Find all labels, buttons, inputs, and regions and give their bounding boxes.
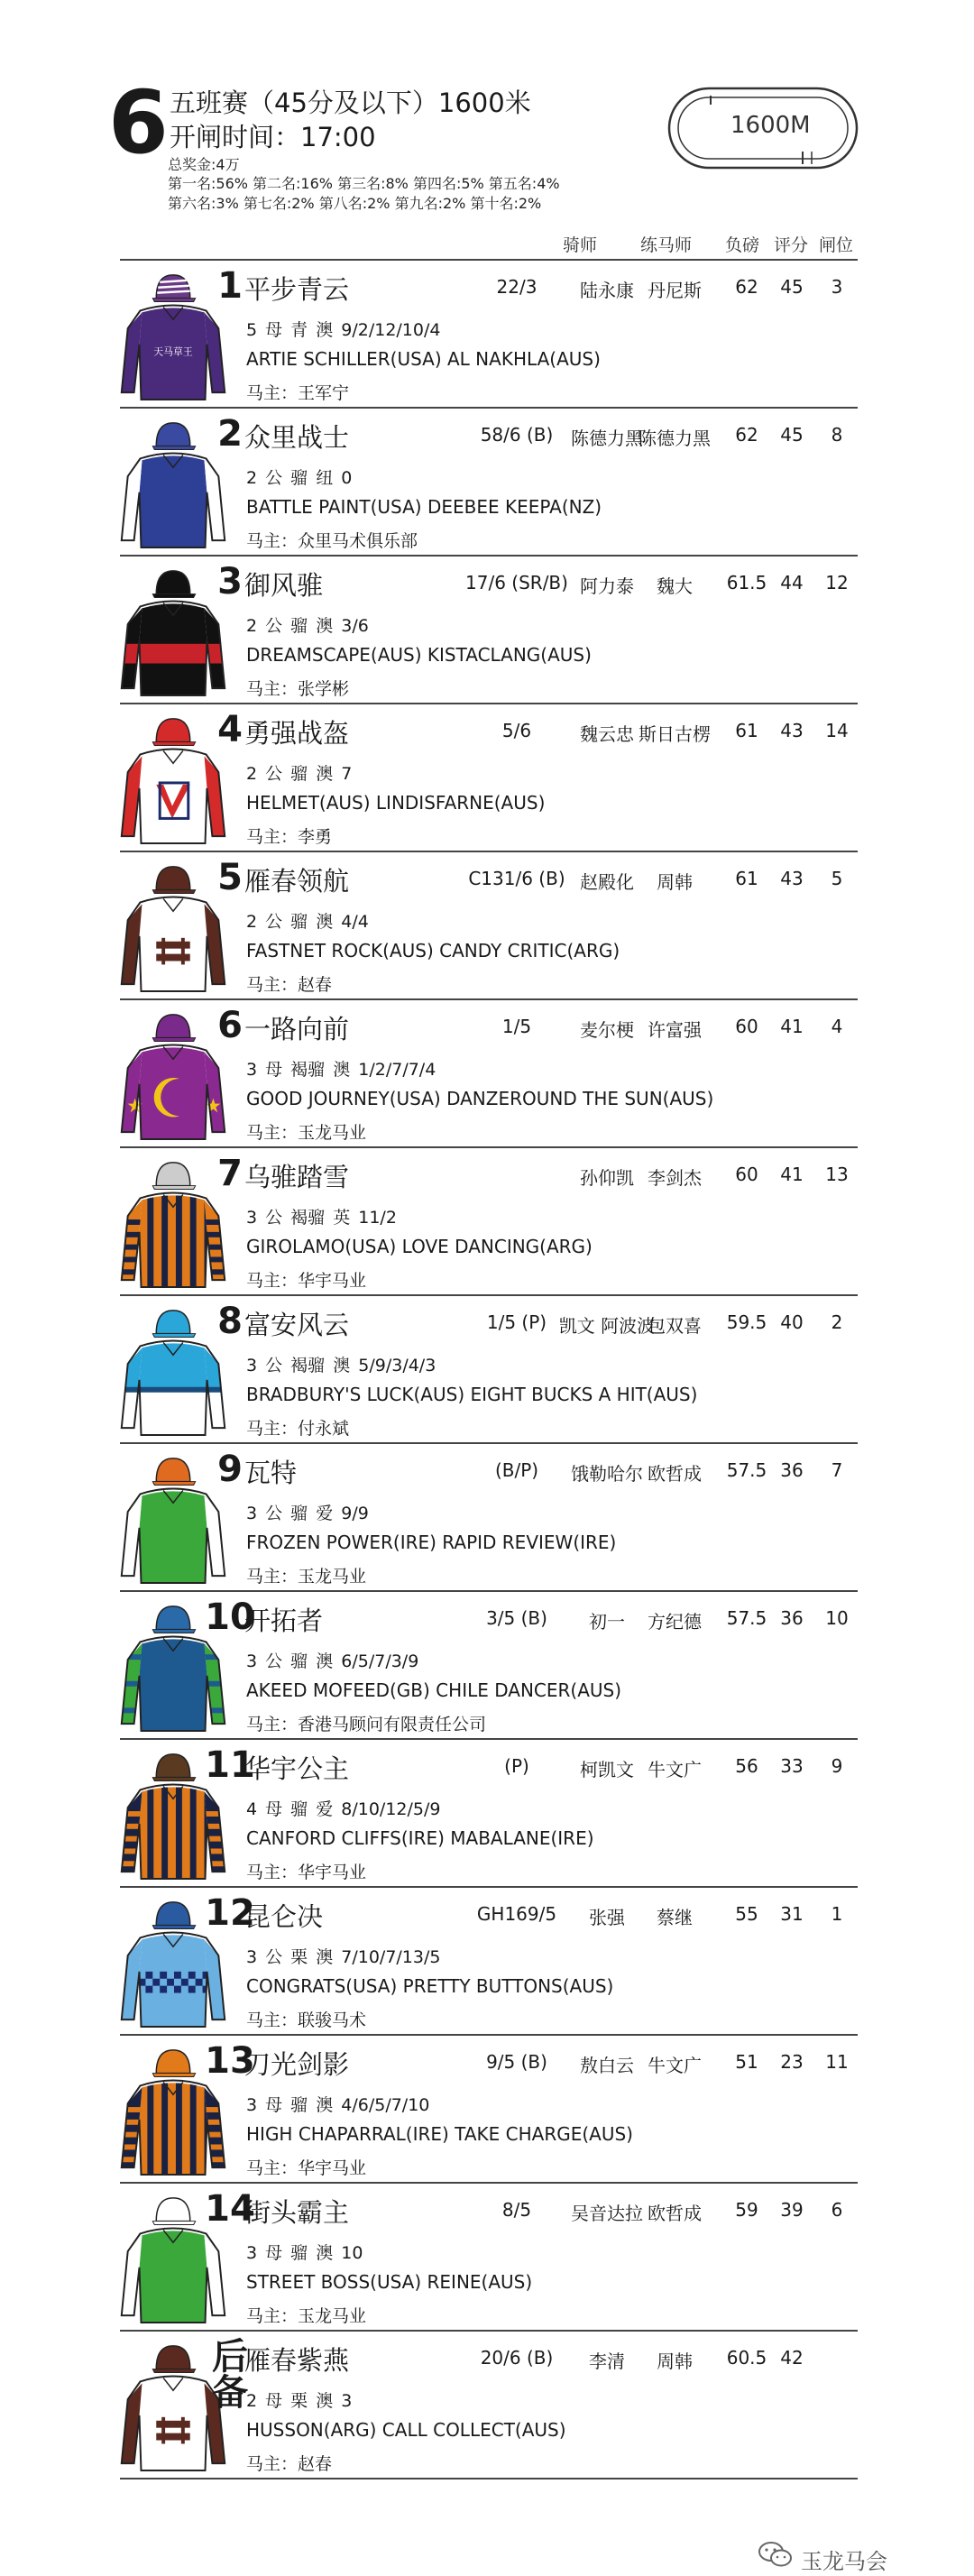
jockey-name: 麦尔梗	[580, 1019, 634, 1041]
weight: 60.5	[726, 2347, 767, 2369]
rating: 40	[780, 1311, 804, 1333]
weight: 60	[735, 1016, 758, 1037]
runner-row	[120, 2182, 858, 2330]
horse-owner: 马主：联骏马术	[246, 2010, 367, 2030]
rating: 43	[780, 868, 804, 889]
horse-pedigree: GOOD JOURNEY(USA) DANZEROUND THE SUN(AUS)	[246, 1088, 714, 1109]
horse-name: 瓦特	[244, 1458, 298, 1488]
horse-owner: 马主：众里马术俱乐部	[246, 531, 418, 551]
runner-number: 2	[217, 413, 243, 455]
horse-owner: 马主：玉龙马业	[246, 1567, 367, 1587]
horse-pedigree: HIGH CHAPARRAL(IRE) TAKE CHARGE(AUS)	[246, 2123, 633, 2145]
odds: (P)	[504, 1755, 529, 1777]
horse-name: 乌骓踏雪	[244, 1162, 350, 1192]
rating: 31	[780, 1903, 804, 1925]
odds: 8/5	[501, 2199, 532, 2221]
runner-number: 4	[217, 709, 243, 750]
horse-name: 御风骓	[244, 570, 324, 601]
runner-row	[120, 1590, 858, 1738]
jockey-name: 张强	[589, 1907, 625, 1928]
barrier: 1	[831, 1903, 843, 1925]
header-trainer: 练马师	[640, 235, 693, 255]
runner-number: 14	[205, 2188, 255, 2230]
barrier: 9	[831, 1755, 843, 1777]
horse-pedigree: GIROLAMO(USA) LOVE DANCING(ARG)	[246, 1236, 593, 1257]
runner-row	[120, 259, 858, 407]
horse-pedigree: BATTLE PAINT(USA) DEEBEE KEEPA(NZ)	[246, 496, 602, 518]
horse-pedigree: HUSSON(ARG) CALL COLLECT(AUS)	[246, 2419, 566, 2441]
trainer-name: 周韩	[657, 2351, 693, 2372]
jockey-name: 初一	[589, 1611, 625, 1633]
trainer-name: 牛文广	[648, 1759, 702, 1780]
horse-owner: 马主：香港马顾问有限责任公司	[246, 1715, 487, 1734]
runner-number: 11	[205, 1744, 255, 1786]
odds: 20/6 (B)	[480, 2347, 554, 2369]
horse-owner: 马主：华宇马业	[246, 2158, 367, 2178]
trainer-name: 蔡继	[657, 1907, 693, 1928]
horse-profile: 4 母 骝 爱 8/10/12/5/9	[246, 1799, 441, 1819]
header-weight: 负磅	[725, 235, 760, 255]
jockey-name: 陈德力黑	[571, 428, 643, 449]
barrier: 7	[831, 1459, 843, 1481]
runner-row	[120, 2330, 858, 2479]
runner-row	[120, 1294, 858, 1442]
horse-owner: 马主：赵春	[246, 2454, 333, 2474]
runner-row	[120, 1886, 858, 2034]
weight: 61.5	[726, 572, 767, 593]
odds: 17/6 (SR/B)	[465, 572, 568, 593]
horse-profile: 2 公 骝 澳 7	[246, 764, 353, 784]
runner-row	[120, 851, 858, 998]
odds: 5/6	[501, 720, 532, 741]
prize-distribution-1: 第一名:56% 第二名:16% 第三名:8% 第四名:5% 第五名:4%	[168, 175, 560, 192]
weight: 60	[735, 1164, 758, 1185]
horse-profile: 2 母 栗 澳 3	[246, 2391, 353, 2411]
weight: 55	[735, 1903, 758, 1925]
header-barrier: 闸位	[819, 235, 854, 255]
horse-owner: 马主：王军宁	[246, 383, 350, 403]
runner-row	[120, 1442, 858, 1590]
horse-profile: 3 公 骝 澳 6/5/7/3/9	[246, 1651, 419, 1671]
jockey-name: 赵殿化	[580, 871, 634, 893]
horse-profile: 3 母 骝 澳 10	[246, 2243, 363, 2263]
watermark-text: 玉龙马会	[801, 2549, 887, 2574]
weight: 57.5	[726, 1459, 767, 1481]
trainer-name: 丹尼斯	[648, 280, 702, 301]
rating: 45	[780, 424, 804, 446]
prize-distribution-2: 第六名:3% 第七名:2% 第八名:2% 第九名:2% 第十名:2%	[168, 195, 542, 212]
horse-name: 开拓者	[244, 1605, 324, 1636]
barrier: 13	[825, 1164, 849, 1185]
runner-row	[120, 555, 858, 703]
horse-pedigree: BRADBURY'S LUCK(AUS) EIGHT BUCKS A HIT(AUS)	[246, 1384, 698, 1405]
trainer-name: 包双喜	[648, 1315, 702, 1337]
trainer-name: 陈德力黑	[639, 428, 711, 449]
horse-profile: 3 母 骝 澳 4/6/5/7/10	[246, 2095, 430, 2115]
horse-pedigree: HELMET(AUS) LINDISFARNE(AUS)	[246, 792, 546, 814]
rating: 36	[780, 1607, 804, 1629]
horse-owner: 马主：张学彬	[246, 679, 350, 699]
runner-row	[120, 998, 858, 1146]
barrier: 11	[825, 2051, 849, 2073]
horse-pedigree: ARTIE SCHILLER(USA) AL NAKHLA(AUS)	[246, 348, 601, 370]
horse-profile: 2 公 骝 澳 4/4	[246, 912, 369, 932]
runner-row	[120, 1146, 858, 1294]
horse-name: 雁春紫燕	[244, 2345, 350, 2376]
weight: 61	[735, 720, 758, 741]
runner-row	[120, 703, 858, 851]
jockey-name: 饿勒哈尔	[571, 1463, 643, 1485]
horse-owner: 马主：赵春	[246, 975, 333, 995]
trainer-name: 牛文广	[648, 2055, 702, 2076]
horse-profile: 3 公 褐骝 澳 5/9/3/4/3	[246, 1356, 436, 1375]
race-number: 6	[108, 72, 169, 173]
jockey-name: 魏云忠	[580, 723, 634, 745]
horse-name: 一路向前	[244, 1014, 350, 1044]
odds: 1/5	[501, 1016, 532, 1037]
barrier: 8	[831, 424, 843, 446]
trainer-name: 欧哲成	[648, 2203, 702, 2224]
horse-pedigree: FROZEN POWER(IRE) RAPID REVIEW(IRE)	[246, 1532, 617, 1553]
jockey-name: 陆永康	[580, 280, 634, 301]
odds: 58/6 (B)	[480, 424, 554, 446]
horse-profile: 5 母 青 澳 9/2/12/10/4	[246, 320, 441, 340]
rating: 39	[780, 2199, 804, 2221]
runner-list	[120, 259, 858, 2479]
jockey-name: 阿力泰	[580, 575, 634, 597]
race-title: 五班赛（45分及以下）1600米	[170, 87, 531, 118]
barrier: 5	[831, 868, 843, 889]
rating: 36	[780, 1459, 804, 1481]
weight: 56	[735, 1755, 758, 1777]
horse-owner: 马主：华宇马业	[246, 1863, 367, 1882]
horse-pedigree: FASTNET ROCK(AUS) CANDY CRITIC(ARG)	[246, 940, 620, 961]
runner-number: 1	[217, 265, 243, 307]
odds: 9/5 (B)	[486, 2051, 547, 2073]
trainer-name: 李剑杰	[648, 1167, 702, 1189]
rating: 44	[780, 572, 804, 593]
barrier: 4	[831, 1016, 843, 1037]
horse-name: 富安风云	[244, 1310, 350, 1340]
horse-pedigree: CONGRATS(USA) PRETTY BUTTONS(AUS)	[246, 1975, 614, 1997]
trainer-name: 欧哲成	[648, 1463, 702, 1485]
barrier: 10	[825, 1607, 849, 1629]
horse-name: 刀光剑影	[244, 2049, 350, 2080]
horse-pedigree: CANFORD CLIFFS(IRE) MABALANE(IRE)	[246, 1827, 594, 1849]
barrier: 6	[831, 2199, 843, 2221]
horse-profile: 3 母 褐骝 澳 1/2/7/7/4	[246, 1060, 436, 1080]
weight: 57.5	[726, 1607, 767, 1629]
runner-number: 5	[217, 857, 243, 898]
horse-owner: 马主：华宇马业	[246, 1271, 367, 1291]
runner-number: 7	[217, 1153, 243, 1194]
horse-name: 平步青云	[244, 274, 350, 305]
odds: 3/5 (B)	[486, 1607, 547, 1629]
svg-text:天马草王: 天马草王	[153, 345, 193, 358]
track-distance-label: 1600M	[730, 112, 811, 139]
trainer-name: 方纪德	[648, 1611, 702, 1633]
horse-owner: 马主：玉龙马业	[246, 1123, 367, 1143]
runner-row	[120, 407, 858, 555]
runner-number: 12	[205, 1892, 255, 1934]
jockey-name: 敖白云	[580, 2055, 634, 2076]
odds: 1/5 (P)	[486, 1311, 547, 1333]
weight: 61	[735, 868, 758, 889]
jockey-name: 李清	[589, 2351, 625, 2372]
trainer-name: 斯日古楞	[639, 723, 711, 745]
trainer-name: 周韩	[657, 871, 693, 893]
jockey-name: 吴音达拉	[571, 2203, 643, 2224]
barrier: 3	[831, 276, 843, 298]
barrier: 2	[831, 1311, 843, 1333]
horse-profile: 3 公 栗 澳 7/10/7/13/5	[246, 1947, 441, 1967]
odds: GH169/5	[476, 1903, 557, 1925]
horse-profile: 3 公 褐骝 英 11/2	[246, 1208, 397, 1228]
rating: 43	[780, 720, 804, 741]
rating: 41	[780, 1016, 804, 1037]
rating: 42	[780, 2347, 804, 2369]
jockey-name: 凯文 阿波波	[558, 1315, 656, 1337]
horse-name: 勇强战盔	[244, 718, 350, 749]
jockey-name: 柯凯文	[580, 1759, 634, 1780]
horse-pedigree: STREET BOSS(USA) REINE(AUS)	[246, 2271, 533, 2293]
prize-total: 总奖金:4万	[168, 156, 240, 173]
trainer-name: 许富强	[648, 1019, 702, 1041]
rating: 41	[780, 1164, 804, 1185]
track-diagram	[667, 87, 859, 170]
horse-profile: 2 公 骝 澳 3/6	[246, 616, 369, 636]
wechat-icon	[758, 2540, 794, 2569]
rating: 23	[780, 2051, 804, 2073]
horse-owner: 马主：玉龙马业	[246, 2306, 367, 2326]
horse-profile: 2 公 骝 纽 0	[246, 468, 353, 488]
horse-owner: 马主：李勇	[246, 827, 333, 847]
weight: 62	[735, 424, 758, 446]
race-start-time: 开闸时间：17:00	[170, 122, 376, 152]
barrier: 14	[825, 720, 849, 741]
odds: C131/6 (B)	[468, 868, 565, 889]
weight: 59	[735, 2199, 758, 2221]
rating: 45	[780, 276, 804, 298]
horse-pedigree: AKEED MOFEED(GB) CHILE DANCER(AUS)	[246, 1679, 622, 1701]
barrier: 12	[825, 572, 849, 593]
header-rating: 评分	[774, 235, 809, 255]
jockey-name: 孙仰凯	[580, 1167, 634, 1189]
runner-number: 8	[217, 1301, 243, 1342]
horse-profile: 3 公 骝 爱 9/9	[246, 1504, 369, 1523]
runner-row	[120, 1738, 858, 1886]
horse-name: 华宇公主	[244, 1753, 350, 1784]
odds: (B/P)	[494, 1459, 539, 1481]
runner-number: 6	[217, 1005, 243, 1046]
rating: 33	[780, 1755, 804, 1777]
runner-number: 后备	[212, 2336, 248, 2414]
runner-number: 10	[205, 1596, 255, 1638]
trainer-name: 魏大	[657, 575, 693, 597]
horse-name: 街头霸主	[244, 2197, 350, 2228]
horse-owner: 马主：付永斌	[246, 1419, 350, 1439]
horse-name: 雁春领航	[244, 866, 350, 897]
runner-row	[120, 2034, 858, 2182]
runner-number: 13	[205, 2040, 255, 2082]
weight: 59.5	[726, 1311, 767, 1333]
horse-pedigree: DREAMSCAPE(AUS) KISTACLANG(AUS)	[246, 644, 592, 666]
runner-number: 9	[217, 1449, 243, 1490]
odds: 22/3	[496, 276, 538, 298]
weight: 62	[735, 276, 758, 298]
runner-number: 3	[217, 561, 243, 603]
horse-name: 昆仑决	[244, 1901, 324, 1932]
weight: 51	[735, 2051, 758, 2073]
horse-name: 众里战士	[244, 422, 350, 453]
header-jockey: 骑师	[563, 235, 598, 255]
